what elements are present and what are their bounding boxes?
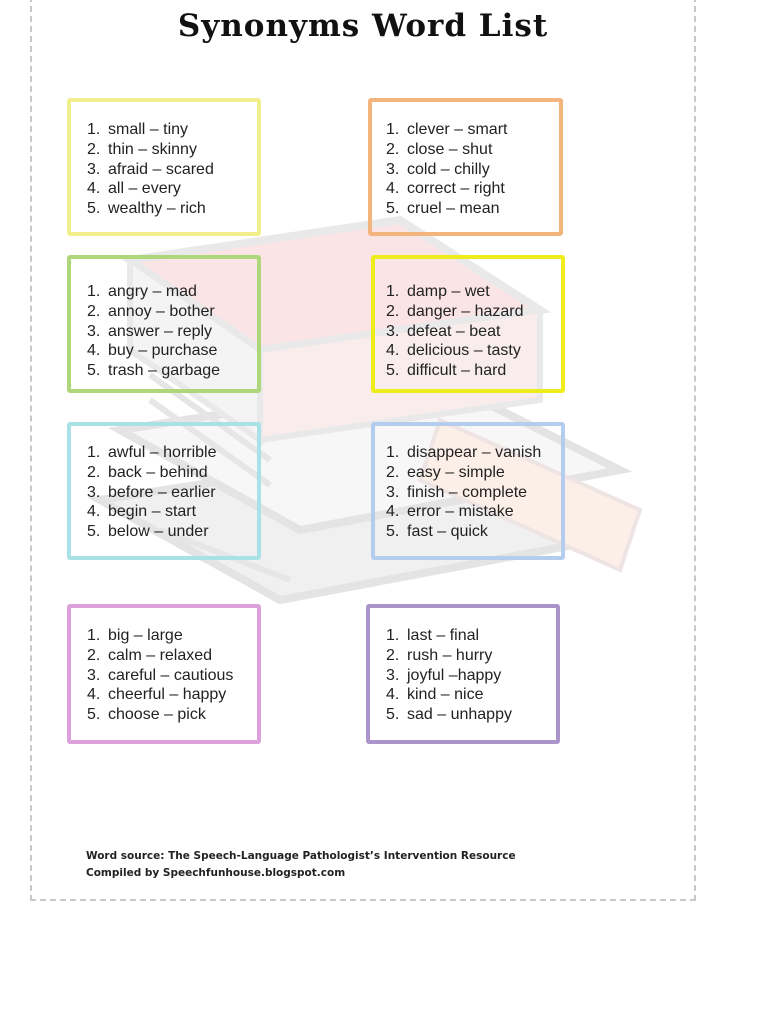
synonym-list: [87, 120, 257, 219]
synonym-box-8: [366, 604, 560, 744]
list-number: 4.: [87, 342, 101, 360]
synonym-pair: [386, 463, 561, 483]
synonym-pair: [386, 685, 556, 705]
list-number: 1.: [87, 283, 101, 300]
synonym-pair: [386, 160, 559, 180]
list-number: 1.: [386, 444, 400, 461]
synonym-pair: [87, 140, 257, 160]
synonym-text: sad – unhappy: [407, 706, 512, 724]
synonym-box-2: [368, 98, 563, 236]
footer-compiled-line: Compiled by Speechfunhouse.blogspot.com: [86, 867, 346, 879]
list-number: 4.: [87, 180, 101, 198]
synonym-pair: [87, 666, 257, 686]
synonym-text: choose – pick: [108, 706, 206, 724]
synonym-box-3: [67, 255, 261, 393]
synonym-text: below – under: [108, 523, 209, 541]
synonym-pair: [386, 443, 561, 463]
synonym-text: begin – start: [108, 503, 197, 521]
synonym-pair: [386, 282, 561, 302]
synonym-text: all – every: [108, 180, 181, 198]
list-number: 3.: [87, 483, 101, 501]
synonym-list: [386, 120, 559, 219]
synonym-pair: [386, 179, 559, 199]
list-number: 5.: [386, 200, 400, 218]
synonym-pair: [87, 646, 257, 666]
synonym-text: rush – hurry: [407, 646, 493, 664]
synonym-text: back – behind: [108, 463, 208, 481]
synonym-list: [386, 626, 556, 725]
synonym-text: delicious – tasty: [407, 342, 521, 360]
synonym-text: correct – right: [407, 180, 505, 198]
list-number: 5.: [386, 523, 400, 541]
synonym-pair: [87, 179, 257, 199]
synonym-text: wealthy – rich: [108, 200, 206, 218]
list-number: 4.: [87, 686, 101, 704]
synonym-box-4: [371, 255, 565, 393]
synonym-text: angry – mad: [108, 283, 197, 300]
synonym-pair: [87, 685, 257, 705]
synonym-text: before – earlier: [108, 483, 216, 501]
list-number: 1.: [386, 627, 400, 644]
footer-source-line: Word source: The Speech-Language Pathologist’s Intervention Resource: [86, 850, 516, 862]
synonym-text: disappear – vanish: [407, 444, 542, 461]
synonym-text: kind – nice: [407, 686, 484, 704]
synonym-text: awful – horrible: [108, 444, 217, 461]
list-number: 2.: [386, 302, 400, 320]
list-number: 2.: [386, 463, 400, 481]
synonym-pair: [386, 626, 556, 646]
synonym-text: cold – chilly: [407, 160, 490, 178]
synonym-pair: [386, 322, 561, 342]
list-number: 3.: [386, 666, 400, 684]
synonym-pair: [87, 341, 257, 361]
list-number: 2.: [386, 140, 400, 158]
list-number: 1.: [87, 627, 101, 644]
synonym-pair: [87, 443, 257, 463]
synonym-text: big – large: [108, 627, 183, 644]
list-number: 3.: [386, 160, 400, 178]
source-footer: [86, 848, 516, 882]
synonym-pair: [386, 341, 561, 361]
synonym-text: afraid – scared: [108, 160, 214, 178]
synonym-pair: [386, 199, 559, 219]
synonym-box-1: [67, 98, 261, 236]
synonym-text: fast – quick: [407, 523, 488, 541]
list-number: 2.: [87, 302, 101, 320]
synonym-text: easy – simple: [407, 463, 505, 481]
synonym-list: [386, 282, 561, 381]
list-number: 2.: [87, 463, 101, 481]
synonym-list: [386, 443, 561, 542]
synonym-pair: [87, 282, 257, 302]
synonym-pair: [87, 160, 257, 180]
synonym-list: [87, 626, 257, 725]
synonym-text: calm – relaxed: [108, 646, 213, 664]
list-number: 3.: [87, 666, 101, 684]
synonym-text: buy – purchase: [108, 342, 218, 360]
list-number: 4.: [386, 686, 400, 704]
list-number: 3.: [87, 322, 101, 340]
synonym-text: damp – wet: [407, 283, 490, 300]
synonym-text: error – mistake: [407, 503, 514, 521]
list-number: 2.: [87, 140, 101, 158]
synonym-pair: [87, 626, 257, 646]
synonym-pair: [87, 361, 257, 381]
synonym-text: trash – garbage: [108, 362, 221, 380]
synonym-box-7: [67, 604, 261, 744]
list-number: 2.: [386, 646, 400, 664]
synonym-pair: [386, 120, 559, 140]
synonym-text: clever – smart: [407, 121, 508, 138]
synonym-pair: [87, 502, 257, 522]
synonym-text: cruel – mean: [407, 200, 500, 218]
synonym-text: finish – complete: [407, 483, 528, 501]
synonym-pair: [87, 705, 257, 725]
synonym-pair: [87, 463, 257, 483]
list-number: 1.: [87, 121, 101, 138]
list-number: 1.: [386, 121, 400, 138]
synonym-pair: [87, 199, 257, 219]
list-number: 2.: [87, 646, 101, 664]
list-number: 5.: [87, 362, 101, 380]
synonym-text: thin – skinny: [108, 140, 197, 158]
list-number: 5.: [87, 523, 101, 541]
synonym-pair: [386, 705, 556, 725]
list-number: 4.: [386, 503, 400, 521]
page-title: Synonyms Word List: [177, 8, 549, 44]
synonym-pair: [87, 322, 257, 342]
synonym-list: [87, 282, 257, 381]
list-number: 5.: [386, 362, 400, 380]
list-number: 5.: [87, 200, 101, 218]
synonym-pair: [87, 302, 257, 322]
synonym-list: [87, 443, 257, 542]
synonym-text: joyful –happy: [407, 666, 502, 684]
synonym-text: last – final: [407, 627, 480, 644]
synonym-pair: [87, 483, 257, 503]
synonym-text: defeat – beat: [407, 322, 501, 340]
synonym-text: difficult – hard: [407, 362, 507, 380]
synonym-pair: [386, 666, 556, 686]
synonym-text: close – shut: [407, 140, 493, 158]
synonym-pair: [386, 522, 561, 542]
list-number: 4.: [87, 503, 101, 521]
list-number: 4.: [386, 180, 400, 198]
synonym-text: cheerful – happy: [108, 686, 227, 704]
list-number: 3.: [386, 322, 400, 340]
list-number: 3.: [87, 160, 101, 178]
list-number: 1.: [87, 444, 101, 461]
synonym-text: danger – hazard: [407, 302, 524, 320]
synonym-text: careful – cautious: [108, 666, 234, 684]
list-number: 3.: [386, 483, 400, 501]
synonym-pair: [386, 140, 559, 160]
synonym-pair: [386, 302, 561, 322]
list-number: 5.: [87, 706, 101, 724]
synonym-text: annoy – bother: [108, 302, 215, 320]
synonym-pair: [87, 522, 257, 542]
synonym-box-6: [371, 422, 565, 560]
list-number: 5.: [386, 706, 400, 724]
synonym-text: small – tiny: [108, 121, 189, 138]
synonym-box-5: [67, 422, 261, 560]
synonym-pair: [386, 646, 556, 666]
list-number: 1.: [386, 283, 400, 300]
synonym-pair: [386, 361, 561, 381]
synonym-pair: [386, 502, 561, 522]
list-number: 4.: [386, 342, 400, 360]
synonym-text: answer – reply: [108, 322, 213, 340]
synonym-pair: [386, 483, 561, 503]
synonym-pair: [87, 120, 257, 140]
